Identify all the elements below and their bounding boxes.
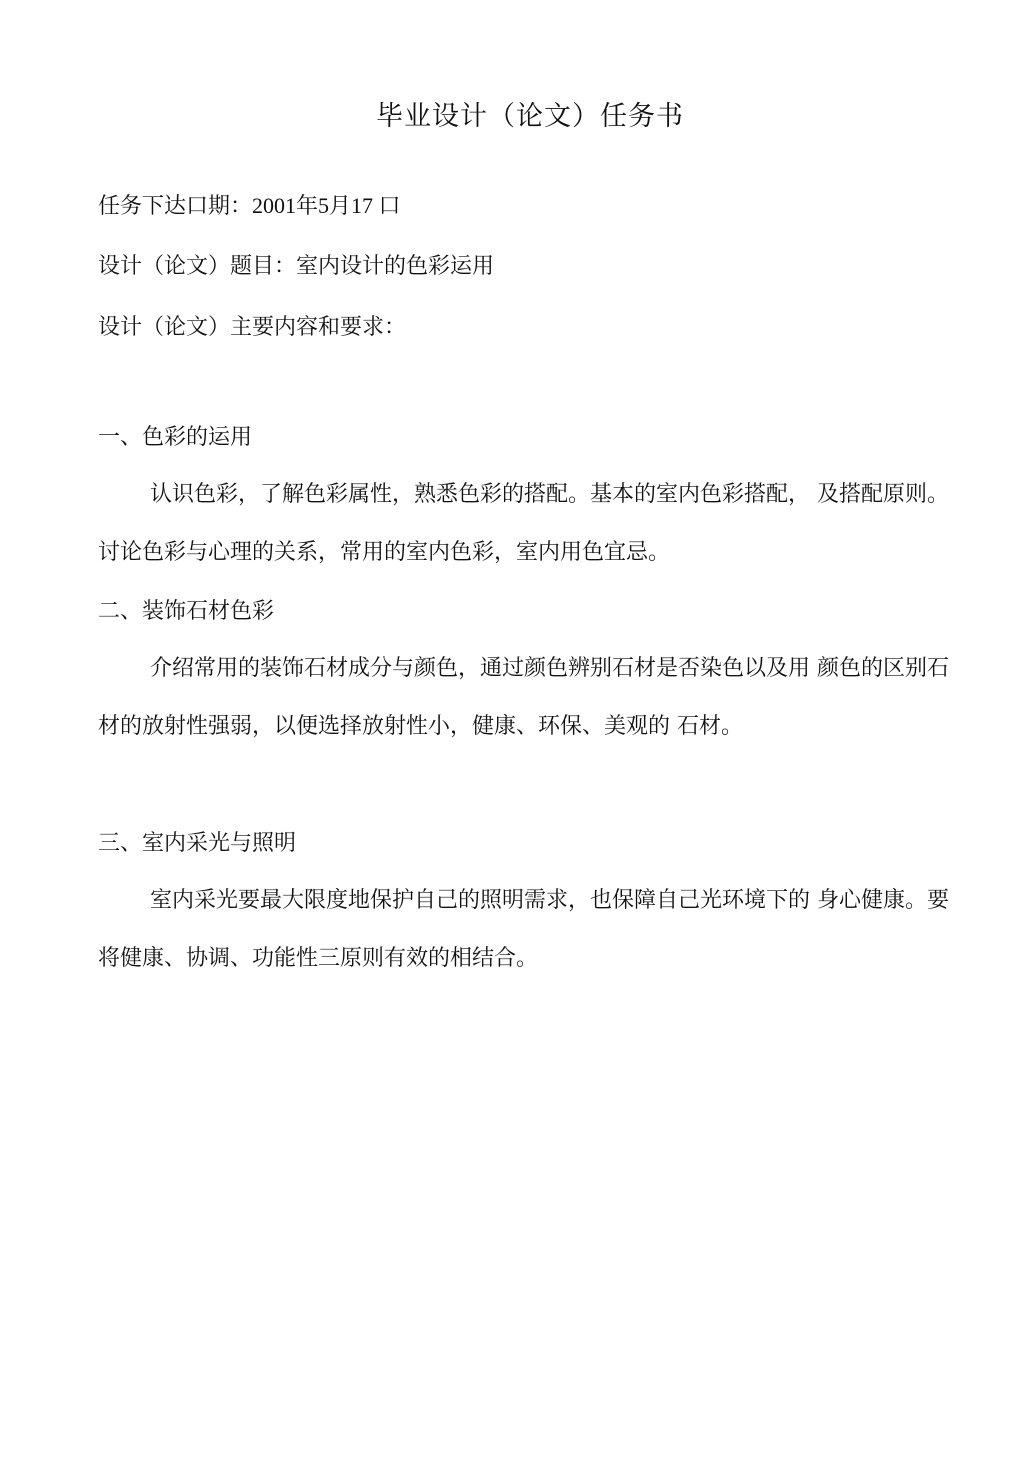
section-heading: 三、室内采光与照明: [98, 831, 297, 856]
section-heading: 二、装饰石材色彩: [98, 599, 275, 624]
document-title: 毕业设计（论文）任务书: [376, 101, 684, 132]
issue-date-line: [98, 191, 401, 222]
topic-value: 室内设计的色彩运用: [296, 254, 495, 279]
topic-line: [98, 252, 494, 282]
section-body: 介绍常用的装饰石材成分与颜色，通过颜色辨别石材是否染色以及用 颜色的区别石材的放射性强弱，以便选择放射性小，健康、环保、美观的 石材。: [98, 656, 949, 739]
issue-date-label: 任务下达口期：: [98, 194, 253, 219]
section-body: 室内采光要最大限度地保护自己的照明需求，也保障自己光环境下的 身心健康。要将健康、协调、功能性三原则有效的相结合。: [98, 888, 949, 971]
issue-date-value: 2001年5月17 口: [252, 193, 401, 218]
topic-label: 设计（论文）题目：: [98, 254, 297, 279]
requirements-label: 设计（论文）主要内容和要求：: [98, 315, 407, 340]
section-heading: 一、色彩的运用: [98, 425, 253, 450]
section-body: 认识色彩，了解色彩属性，熟悉色彩的搭配。基本的室内色彩搭配， 及搭配原则。讨论色彩与心理的关系，常用的室内色彩，室内用色宜忌。: [98, 482, 949, 565]
